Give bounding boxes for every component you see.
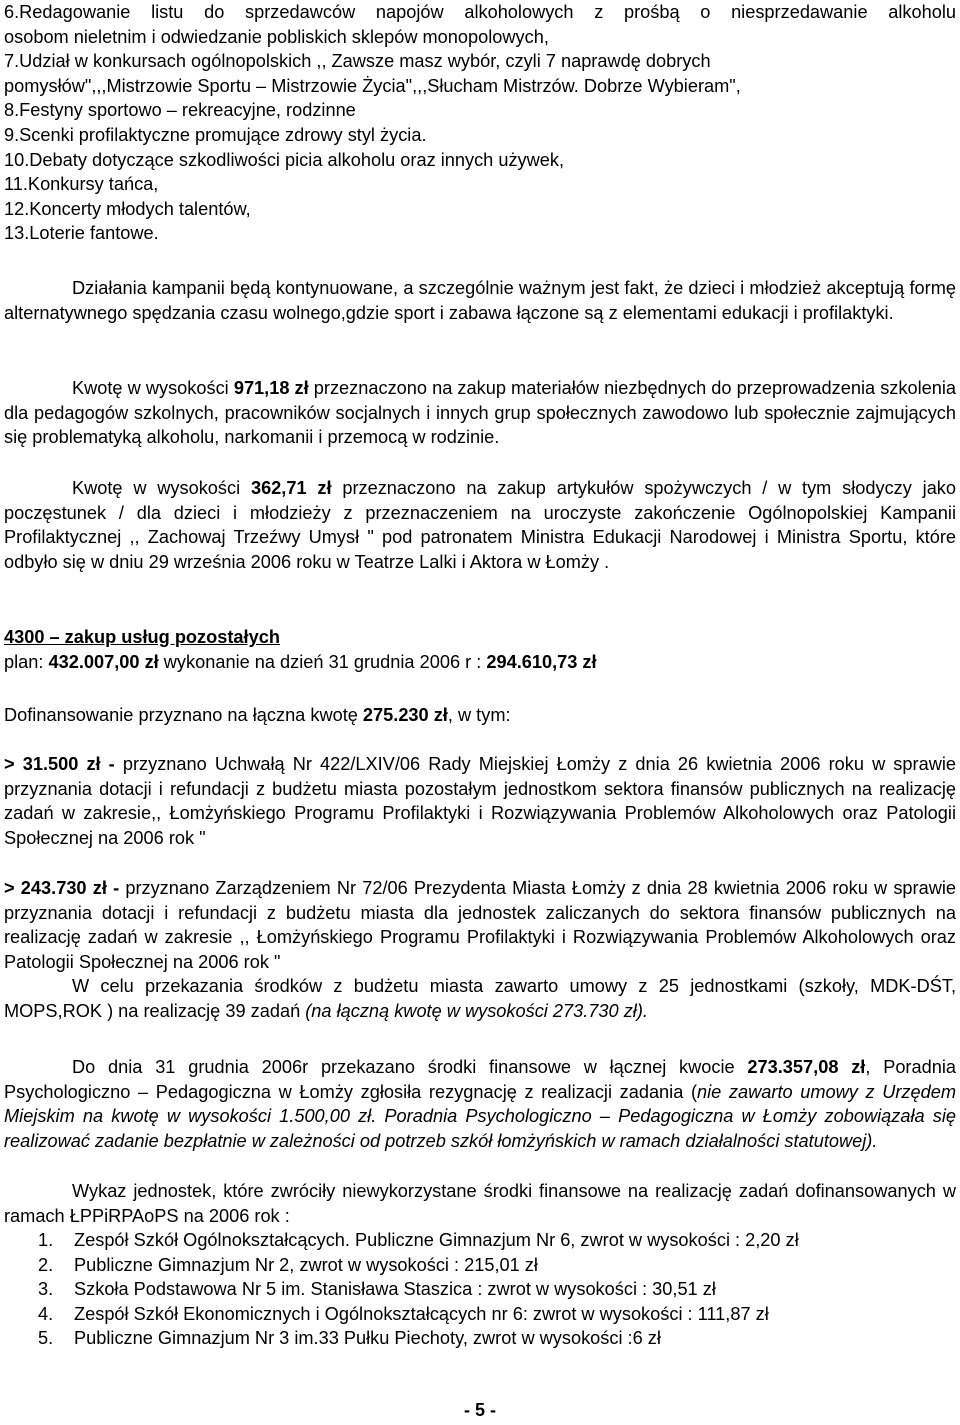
list-item: [4, 1302, 956, 1327]
text-fragment: przeznaczono na zakup artykułów spożywczych / w tym słodyczy jako poczęstunek / dla dzieci i młodzieży z przeznaczeniem na uroczyste zakończenie Ogólnopolskiej Kampanii Profilaktycznej ,, Zachowaj Trzeźwy Umysł " pod patronatem Ministra Edukacji Narodowej i Ministra Sportu, które odbyło się w dniu 29 września 2006 roku w Teatrze Lalki i Aktora w Łomży .: [4, 478, 957, 572]
list-item: 8.Festyny sportowo – rekreacyjne, rodzinne: [4, 100, 356, 121]
list-text: Publiczne Gimnazjum Nr 2, zwrot w wysokości : 215,01 zł: [74, 1254, 538, 1275]
text-fragment: , Poradnia Psychologiczno – Pedagogiczna w Łomży zgłosiła rezygnację z realizacji zadania (: [4, 1057, 956, 1102]
grant-order-paragraph: [4, 876, 956, 974]
list-item: 12.Koncerty młodych talentów,: [4, 198, 251, 219]
funding-line: [4, 703, 956, 728]
list-number: 1.: [38, 1230, 54, 1250]
list-number: 5.: [38, 1328, 54, 1349]
amount: 971,18 zł: [233, 378, 309, 398]
list-item: 9.Scenki profilaktyczne promujące zdrowy styl życia.: [4, 124, 427, 145]
transfers-paragraph: [4, 1055, 956, 1153]
list-item: 11.Konkursy tańca,: [4, 174, 159, 195]
plan-amount: 432.007,00 zł: [48, 652, 159, 672]
transfer-amount: 273.357,08 zł: [747, 1057, 866, 1077]
italic-note: (na łączną kwotę w wysokości 273.730 zł).: [305, 1000, 648, 1021]
list-number: 4.: [38, 1303, 54, 1324]
grant-amount: > 31.500 zł -: [4, 754, 115, 774]
list-item: [4, 1253, 956, 1278]
list-text: Szkoła Podstawowa Nr 5 im. Stanisława Staszica : zwrot w wysokości : 30,51 zł: [74, 1279, 716, 1300]
text-fragment: Do dnia 31 grudnia 2006r przekazano środki finansowe w łącznej kwocie: [72, 1057, 748, 1077]
text-fragment: przeznaczono na zakup materiałów niezbędnych do przeprowadzenia szkolenia dla pedagogów szkolnych, pracowników socjalnych i innych grup społecznych zawodowo lub społecznie zajmujących się problematyką alkoholu, narkomanii i przemocą w rodzinie.: [4, 378, 957, 448]
section-heading: [4, 625, 956, 650]
text-fragment: , w tym:: [447, 705, 511, 725]
grant-amount: > 243.730 zł -: [4, 878, 120, 898]
activities-list: [4, 0, 956, 246]
list-item: 10.Debaty dotyczące szkodliwości picia alkoholu oraz innych używek,: [4, 149, 565, 170]
page-number: - 5 -: [463, 1400, 496, 1420]
list-item: 6.Redagowanie listu do sprzedawców napojów alkoholowych z prośbą o niesprzedawanie alkoholu: [4, 2, 956, 22]
text-fragment: przyznano Uchwałą Nr 422/LXIV/06 Rady Miejskiej Łomży z dnia 26 kwietnia 2006 roku w sprawie przyznania dotacji i refundacji z budżetu miasta pozostałym jednostkom sektora finansów publicznych na realizację zadań w zakresie,, Łomżyńskiego Programu Profilaktyki i Rozwiązywania Problemów Alkoholowych oraz Patologii Społecznej na 2006 rok ": [4, 754, 956, 848]
list-number: 3.: [38, 1279, 54, 1300]
funding-amount: 275.230 zł: [362, 705, 448, 725]
campaign-paragraph: Działania kampanii będą kontynuowane, a szczególnie ważnym jest fakt, że dzieci i młodzież akceptują formę alternatywnego spędzania czasu wolnego,gdzie sport i zabawa łączone są z elementami edukacji i profilaktyki.: [4, 278, 956, 323]
text-fragment: plan:: [4, 652, 49, 672]
amount: 362,71 zł: [250, 478, 332, 498]
list-item: 7.Udział w konkursach ogólnopolskich ,, Zawsze masz wybór, czyli 7 naprawdę dobrych: [4, 51, 711, 72]
text-fragment: przyznano Zarządzeniem Nr 72/06 Prezydenta Miasta Łomży z dnia 28 kwietnia 2006 roku w sprawie przyznania dotacji i refundacji z budżetu miasta dla jednostek zaliczanych do sektora finansów publicznych na realizację zadań w zakresie ,, Łomżyńskiego Programu Profilaktyki i Rozwiązywania Problemów Alkoholowych oraz Patologii Społecznej na 2006 rok ": [4, 878, 956, 972]
food-paragraph: [4, 476, 956, 574]
list-item: [4, 1326, 956, 1351]
list-item-continuation: pomysłów",,,Mistrzowie Sportu – Mistrzowie Życia",,,Słucham Mistrzów. Dobrze Wybieram",: [4, 75, 741, 96]
list-text: Zespół Szkół Ogólnokształcących. Publiczne Gimnazjum Nr 6, zwrot w wysokości : 2,20 zł: [74, 1230, 799, 1250]
returns-list: [4, 1228, 956, 1351]
contracts-paragraph: [4, 974, 956, 1023]
list-item: [4, 1277, 956, 1302]
text-fragment: Kwotę w wysokości: [72, 378, 234, 398]
execution-amount: 294.610,73 zł: [486, 652, 597, 672]
text-fragment: W celu przekazania środków z budżetu miasta zawarto umowy z 25 jednostkami (szkoły, MDK-DŚT, MOPS,ROK ) na realizację 39 zadań: [4, 976, 956, 1021]
materials-paragraph: [4, 376, 956, 450]
plan-line: [4, 650, 956, 675]
text-fragment: Dofinansowanie przyznano na łączna kwotę: [4, 705, 363, 725]
list-number: 2.: [38, 1254, 54, 1275]
list-item: 13.Loterie fantowe.: [4, 223, 159, 244]
grant-resolution-paragraph: [4, 752, 956, 850]
section-heading-text: 4300 – zakup usług pozostałych: [4, 627, 280, 647]
text-fragment: wykonanie na dzień 31 grudnia 2006 r :: [158, 652, 487, 672]
returns-intro-paragraph: Wykaz jednostek, które zwróciły niewykorzystane środki finansowe na realizację zadań dofinansowanych w ramach ŁPPiRPAoPS na 2006 rok :: [4, 1181, 956, 1226]
text-fragment: Kwotę w wysokości: [72, 478, 251, 498]
list-text: Zespół Szkół Ekonomicznych i Ogólnokształcących nr 6: zwrot w wysokości : 111,87 zł: [74, 1303, 769, 1324]
italic-note: nie zawarto umowy z Urzędem Miejskim na kwotę w wysokości 1.500,00 zł. Poradnia Psychologiczno – Pedagogiczna w Łomży zobowiązała się realizować zadanie bezpłatnie w zależności od potrzeb szkół łomżyńskich w ramach działalności statutowej).: [4, 1081, 957, 1151]
list-text: Publiczne Gimnazjum Nr 3 im.33 Pułku Piechoty, zwrot w wysokości :6 zł: [74, 1328, 661, 1349]
list-item: [4, 1228, 956, 1253]
list-item-continuation: osobom nieletnim i odwiedzanie pobliskich sklepów monopolowych,: [4, 26, 549, 47]
